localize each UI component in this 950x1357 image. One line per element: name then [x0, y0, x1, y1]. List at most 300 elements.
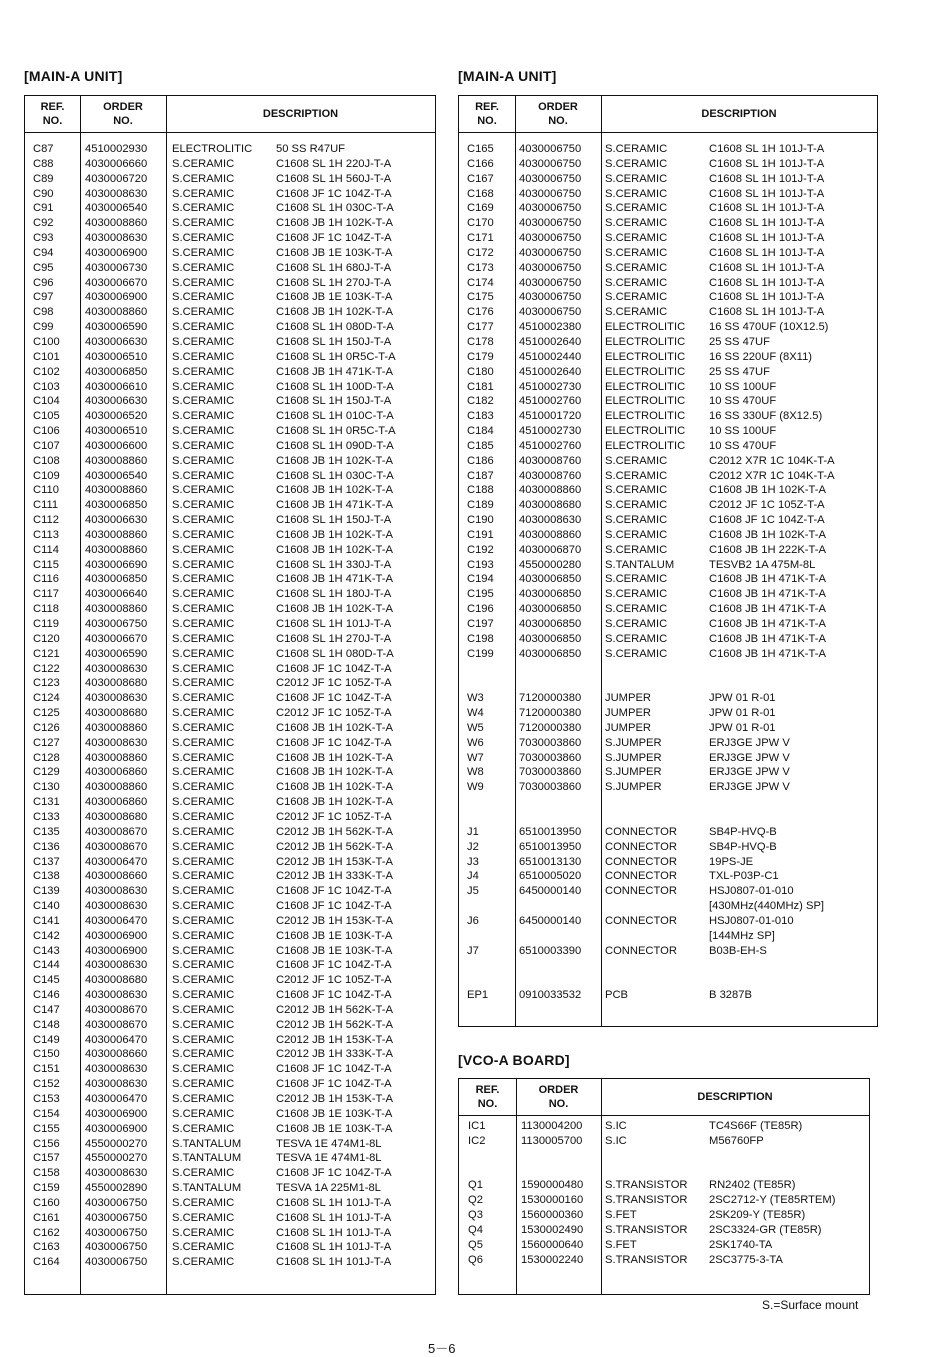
ref-no-cell: C111 — [33, 499, 59, 512]
table-row — [25, 662, 435, 677]
table-row — [459, 201, 877, 216]
type-cell: S.JUMPER — [605, 751, 662, 764]
ref-no-cell: C101 — [33, 350, 60, 363]
part-cell: C1608 SL 1H 101J-T-A — [276, 1196, 392, 1209]
type-cell: S.CERAMIC — [605, 143, 668, 155]
order-no-header: ORDER NO. — [538, 1084, 579, 1110]
order-no-cell: 4030008630 — [85, 959, 148, 972]
table-row — [459, 988, 877, 1003]
order-no-cell: 4030006730 — [85, 261, 148, 274]
part-cell: C2012 JF 1C 105Z-T-A — [276, 677, 392, 690]
table-row — [25, 721, 435, 736]
order-no-cell: 4030008630 — [85, 1078, 148, 1091]
table-row — [25, 1033, 435, 1048]
table-row — [25, 647, 435, 662]
type-cell: S.CERAMIC — [172, 632, 235, 645]
type-cell: PCB — [605, 989, 629, 1002]
table-row — [459, 1253, 869, 1268]
type-cell: S.CERAMIC — [172, 425, 235, 438]
part-cell: C2012 X7R 1C 104K-T-A — [709, 469, 835, 482]
order-no-cell: 4510002930 — [85, 143, 148, 155]
order-no-cell: 4030008660 — [85, 1048, 148, 1061]
ref-no-cell: C121 — [33, 647, 60, 660]
table-row — [25, 691, 435, 706]
ref-no-cell: C102 — [33, 365, 60, 378]
type-cell: S.CERAMIC — [605, 187, 668, 200]
order-no-cell: 4030006690 — [85, 558, 148, 571]
table-row — [25, 1077, 435, 1092]
part-cell: C1608 JB 1H 471K-T-A — [276, 365, 393, 378]
table-row — [459, 1238, 869, 1253]
order-no-cell: 4030006850 — [519, 618, 582, 630]
vco-board-heading: [VCO-A BOARD] — [458, 1052, 570, 1068]
part-cell: C1608 SL 1H 101J-T-A — [709, 232, 825, 245]
table-row — [459, 365, 877, 380]
type-cell: S.CERAMIC — [172, 306, 235, 319]
table-row — [459, 602, 877, 617]
part-cell: C2012 JB 1H 562K-T-A — [276, 1018, 393, 1031]
ref-no-cell: C93 — [33, 232, 54, 245]
type-cell: S.CERAMIC — [605, 484, 668, 497]
part-cell: C1608 SL 1H 101J-T-A — [276, 1256, 392, 1269]
type-cell: S.CERAMIC — [172, 365, 235, 378]
type-cell: S.CERAMIC — [172, 410, 235, 423]
order-no-cell: 4030006900 — [85, 1107, 148, 1120]
part-cell: C1608 SL 1H 680J-T-A — [276, 261, 392, 274]
type-cell: S.CERAMIC — [172, 246, 235, 259]
type-cell: S.CERAMIC — [172, 1241, 235, 1254]
order-no-cell: 4030006750 — [519, 246, 582, 259]
table-row — [25, 1107, 435, 1122]
type-cell: CONNECTOR — [605, 914, 677, 927]
order-no-cell: 4510002760 — [519, 395, 582, 408]
order-no-cell: 4510002440 — [519, 350, 582, 363]
table-row — [25, 469, 435, 484]
part-cell: C1608 SL 1H 010C-T-A — [276, 410, 394, 423]
order-no-cell: 7120000380 — [519, 721, 582, 734]
table-row — [25, 172, 435, 187]
part-cell: TESVA 1A 225M1-8L — [276, 1182, 381, 1195]
table-row — [25, 929, 435, 944]
part-cell: 10 SS 470UF — [709, 395, 777, 408]
type-cell: S.CERAMIC — [172, 1093, 235, 1105]
order-no-cell: 4030006750 — [519, 276, 582, 289]
table-row — [459, 706, 877, 721]
table-row — [25, 231, 435, 246]
ref-no-cell: C94 — [33, 246, 54, 259]
order-no-cell: 4030006470 — [85, 1033, 148, 1046]
order-no-cell: 4030006750 — [85, 1211, 148, 1224]
part-cell: TESVB2 1A 475M-8L — [709, 558, 816, 571]
table-row — [25, 765, 435, 780]
type-cell: S.CERAMIC — [605, 246, 668, 259]
table-row — [459, 305, 877, 320]
type-cell: ELECTROLITIC — [605, 410, 686, 423]
part-cell: C1608 JB 1H 102K-T-A — [276, 528, 393, 541]
ref-no-cell: Q2 — [468, 1194, 483, 1207]
order-no-cell: 4030008860 — [85, 721, 148, 734]
table-row — [459, 825, 877, 840]
table-row — [459, 350, 877, 365]
table-row — [459, 1119, 869, 1134]
order-no-cell: 4030008860 — [85, 781, 148, 794]
ref-no-header: REF. NO. — [40, 101, 65, 127]
part-cell: 19PS-JE — [709, 855, 754, 868]
part-cell: C1608 SL 1H 030C-T-A — [276, 202, 394, 215]
part-cell: SB4P-HVQ-B — [709, 840, 777, 853]
surface-mount-footnote: S.=Surface mount — [762, 1298, 859, 1312]
part-cell: JPW 01 R-01 — [709, 707, 776, 720]
ref-no-cell: C193 — [467, 558, 494, 571]
table-row — [459, 172, 877, 187]
ref-no-cell: C141 — [33, 914, 60, 927]
part-cell: C1608 SL 1H 270J-T-A — [276, 632, 392, 645]
type-cell: S.CERAMIC — [172, 335, 235, 348]
part-cell: ERJ3GE JPW V — [709, 751, 790, 764]
table-row — [25, 187, 435, 202]
part-cell: C2012 JB 1H 153K-T-A — [276, 1093, 393, 1105]
type-cell: S.TANTALUM — [172, 1137, 242, 1150]
table-row — [25, 409, 435, 424]
order-no-cell: 4550000270 — [85, 1152, 148, 1165]
ref-no-cell: C190 — [467, 514, 494, 527]
part-cell: 2SK1740-TA — [709, 1238, 773, 1251]
order-no-cell: 4030006850 — [519, 588, 582, 601]
table-row — [25, 1062, 435, 1077]
order-no-cell: 4030008670 — [85, 825, 148, 838]
ref-no-cell: C133 — [33, 810, 60, 823]
part-cell: C2012 JF 1C 105Z-T-A — [709, 499, 825, 512]
ref-no-cell: C139 — [33, 885, 60, 898]
ref-no-cell: C99 — [33, 321, 54, 334]
order-no-cell: 4030008860 — [85, 528, 148, 541]
part-cell: 2SC3775-3-TA — [709, 1253, 783, 1266]
type-cell: S.TRANSISTOR — [605, 1179, 688, 1192]
table-row — [459, 1149, 869, 1164]
table-row — [25, 1196, 435, 1211]
order-no-cell: 4030006860 — [85, 766, 148, 779]
type-cell: ELECTROLITIC — [605, 425, 686, 438]
type-cell: S.CERAMIC — [172, 855, 235, 868]
part-cell: C1608 JF 1C 104Z-T-A — [709, 514, 825, 527]
part-cell: ERJ3GE JPW V — [709, 736, 790, 749]
table-row — [25, 617, 435, 632]
part-cell: C1608 SL 1H 101J-T-A — [709, 202, 825, 215]
table-row — [459, 320, 877, 335]
type-cell: S.TANTALUM — [172, 1152, 242, 1165]
part-cell: 2SC2712-Y (TE85RTEM) — [709, 1194, 836, 1207]
type-cell: S.CERAMIC — [172, 603, 235, 616]
type-cell: S.CERAMIC — [172, 900, 235, 913]
order-no-cell: 4030008670 — [85, 1003, 148, 1016]
order-no-cell: 4030006470 — [85, 1093, 148, 1105]
part-cell: TXL-P03P-C1 — [709, 870, 779, 883]
ref-no-cell: W8 — [467, 766, 484, 779]
table-row — [25, 869, 435, 884]
ref-no-cell: C136 — [33, 840, 60, 853]
table-row — [459, 394, 877, 409]
table-row — [459, 899, 877, 914]
ref-no-cell: Q6 — [468, 1253, 483, 1266]
ref-no-cell: EP1 — [467, 989, 489, 1002]
type-cell: S.CERAMIC — [605, 543, 668, 556]
order-no-header: ORDER NO. — [538, 101, 578, 127]
ref-no-cell: C114 — [33, 543, 59, 556]
ref-no-cell: C165 — [467, 143, 494, 155]
type-cell: S.CERAMIC — [172, 810, 235, 823]
table-row — [459, 691, 877, 706]
ref-no-cell: C144 — [33, 959, 60, 972]
ref-no-cell: C143 — [33, 944, 60, 957]
ref-no-cell: C156 — [33, 1137, 60, 1150]
type-cell: ELECTROLITIC — [605, 439, 686, 452]
table-row — [25, 736, 435, 751]
left-unit-heading: [MAIN-A UNIT] — [24, 68, 123, 84]
order-no-cell: 4510002380 — [519, 321, 582, 334]
ref-no-cell: J7 — [467, 944, 479, 957]
ref-no-cell: C124 — [33, 692, 60, 705]
table-row — [25, 201, 435, 216]
table-row — [459, 498, 877, 513]
type-cell: S.CERAMIC — [605, 291, 668, 304]
table-row — [25, 350, 435, 365]
table-row — [25, 142, 435, 157]
order-no-cell: 7030003860 — [519, 736, 582, 749]
table-header — [25, 96, 435, 133]
order-no-cell: 6510013950 — [519, 825, 582, 838]
table-row — [459, 246, 877, 261]
order-no-cell: 4550000280 — [519, 558, 582, 571]
order-no-cell: 4030008630 — [85, 736, 148, 749]
type-cell: S.CERAMIC — [172, 291, 235, 304]
ref-no-cell: C188 — [467, 484, 494, 497]
type-cell: S.CERAMIC — [605, 499, 668, 512]
order-no-cell: 1560000640 — [521, 1238, 584, 1251]
type-cell: S.CERAMIC — [172, 974, 235, 987]
order-no-cell: 6510013130 — [519, 855, 582, 868]
table-row — [25, 602, 435, 617]
part-cell: C2012 JF 1C 105Z-T-A — [276, 974, 392, 987]
table-row — [25, 483, 435, 498]
ref-no-cell: C158 — [33, 1167, 60, 1180]
part-cell: C2012 JB 1H 562K-T-A — [276, 840, 393, 853]
order-no-cell: 1130005700 — [521, 1134, 583, 1147]
ref-no-cell: C142 — [33, 929, 60, 942]
order-no-cell: 4030008630 — [85, 187, 148, 200]
type-cell: S.CERAMIC — [172, 1107, 235, 1120]
parts-list — [459, 1119, 869, 1267]
ref-no-cell: W6 — [467, 736, 484, 749]
part-cell: C1608 SL 1H 101J-T-A — [276, 1226, 392, 1239]
ref-no-cell: C155 — [33, 1122, 60, 1135]
order-no-cell: 4030008860 — [85, 454, 148, 467]
order-no-cell: 4550002890 — [85, 1182, 148, 1195]
ref-no-cell: W4 — [467, 707, 484, 720]
ref-no-header: REF. NO. — [475, 101, 499, 127]
ref-no-cell: C166 — [467, 157, 494, 170]
ref-no-cell: C195 — [467, 588, 494, 601]
part-cell: C1608 JF 1C 104Z-T-A — [276, 959, 392, 972]
order-no-cell: 4030008630 — [85, 232, 148, 245]
part-cell: C1608 JB 1H 102K-T-A — [276, 766, 393, 779]
type-cell: CONNECTOR — [605, 825, 677, 838]
table-row — [459, 840, 877, 855]
type-cell: S.CERAMIC — [605, 217, 668, 230]
ref-no-cell: C96 — [33, 276, 54, 289]
part-cell: JPW 01 R-01 — [709, 721, 776, 734]
table-row — [25, 320, 435, 335]
ref-no-cell: C92 — [33, 217, 54, 230]
type-cell: S.CERAMIC — [172, 380, 235, 393]
ref-no-cell: C128 — [33, 751, 60, 764]
part-cell: C1608 JB 1H 471K-T-A — [709, 618, 826, 630]
type-cell: S.CERAMIC — [605, 618, 668, 630]
type-cell: S.JUMPER — [605, 766, 662, 779]
type-cell: S.CERAMIC — [172, 217, 235, 230]
order-no-cell: 4030006750 — [85, 1226, 148, 1239]
table-row — [25, 958, 435, 973]
ref-no-cell: J3 — [467, 855, 479, 868]
ref-no-cell: IC1 — [468, 1120, 486, 1132]
table-row — [25, 246, 435, 261]
table-row — [25, 944, 435, 959]
order-no-cell: 4030008760 — [519, 469, 582, 482]
table-row — [25, 1255, 435, 1270]
table-row — [459, 216, 877, 231]
type-cell: S.CERAMIC — [172, 261, 235, 274]
type-cell: S.CERAMIC — [605, 276, 668, 289]
ref-no-cell: C115 — [33, 558, 59, 571]
part-cell: SB4P-HVQ-B — [709, 825, 777, 838]
type-cell: S.TRANSISTOR — [605, 1223, 688, 1236]
ref-no-cell: C110 — [33, 484, 59, 497]
ref-no-cell: C196 — [467, 603, 494, 616]
order-no-cell: 4030008860 — [85, 306, 148, 319]
type-cell: S.CERAMIC — [172, 929, 235, 942]
table-row — [25, 1166, 435, 1181]
part-cell: C1608 JF 1C 104Z-T-A — [276, 187, 392, 200]
order-no-cell: 4030006750 — [85, 1196, 148, 1209]
part-cell: C1608 SL 1H 0R5C-T-A — [276, 425, 396, 438]
type-cell: S.CERAMIC — [172, 573, 235, 586]
table-row — [459, 914, 877, 929]
table-row — [459, 795, 877, 810]
ref-no-cell: C118 — [33, 603, 59, 616]
part-cell: C1608 SL 1H 080D-T-A — [276, 321, 394, 334]
part-cell: C1608 JB 1H 102K-T-A — [276, 454, 393, 467]
order-no-cell: 4030006750 — [519, 202, 582, 215]
order-no-cell: 6510003390 — [519, 944, 582, 957]
order-no-cell: 4510002760 — [519, 439, 582, 452]
type-cell: S.CERAMIC — [172, 1003, 235, 1016]
order-no-cell: 4030008860 — [85, 217, 148, 230]
order-no-cell: 4030006590 — [85, 321, 148, 334]
part-cell: C1608 SL 1H 220J-T-A — [276, 157, 392, 170]
table-row — [459, 765, 877, 780]
type-cell: S.JUMPER — [605, 781, 662, 794]
table-row — [25, 261, 435, 276]
order-no-cell: 1530002240 — [521, 1253, 584, 1266]
part-cell: C2012 JB 1H 153K-T-A — [276, 1033, 393, 1046]
table-row — [459, 736, 877, 751]
type-cell: S.CERAMIC — [172, 618, 235, 630]
part-cell: RN2402 (TE85R) — [709, 1179, 796, 1192]
type-cell: S.CERAMIC — [172, 1048, 235, 1061]
part-cell: C2012 JF 1C 105Z-T-A — [276, 810, 392, 823]
part-cell: C1608 SL 1H 101J-T-A — [709, 276, 825, 289]
ref-no-cell: C162 — [33, 1226, 60, 1239]
type-cell: S.JUMPER — [605, 736, 662, 749]
type-cell: S.CERAMIC — [172, 588, 235, 601]
ref-no-cell: C175 — [467, 291, 494, 304]
type-cell: S.CERAMIC — [172, 528, 235, 541]
ref-no-cell: C194 — [467, 573, 494, 586]
ref-no-cell: IC2 — [468, 1134, 486, 1147]
type-cell: S.FET — [605, 1209, 637, 1222]
table-row — [459, 632, 877, 647]
table-row — [25, 498, 435, 513]
ref-no-cell: C146 — [33, 989, 60, 1002]
type-cell: S.CERAMIC — [172, 959, 235, 972]
order-no-cell: 1530002490 — [521, 1223, 584, 1236]
part-cell: C1608 SL 1H 101J-T-A — [276, 1211, 392, 1224]
table-row — [25, 676, 435, 691]
table-row — [25, 572, 435, 587]
ref-no-cell: C187 — [467, 469, 494, 482]
part-cell: C1608 JF 1C 104Z-T-A — [276, 989, 392, 1002]
part-cell: C1608 JB 1H 471K-T-A — [276, 499, 393, 512]
type-cell: S.CERAMIC — [605, 603, 668, 616]
ref-no-cell: C199 — [467, 647, 494, 660]
order-no-cell: 0910033532 — [519, 989, 582, 1002]
ref-no-cell: C172 — [467, 246, 494, 259]
type-cell: S.CERAMIC — [172, 499, 235, 512]
ref-no-cell: C173 — [467, 261, 494, 274]
order-no-cell: 4030006870 — [519, 543, 582, 556]
ref-no-cell: C104 — [33, 395, 60, 408]
ref-no-cell: C97 — [33, 291, 54, 304]
table-row — [25, 439, 435, 454]
ref-no-cell: J5 — [467, 885, 479, 898]
part-cell: 2SC3324-GR (TE85R) — [709, 1223, 822, 1236]
page-number: 5－6 — [428, 1341, 456, 1356]
order-no-cell: 4030008630 — [85, 885, 148, 898]
order-no-cell: 4030006900 — [85, 246, 148, 259]
table-row — [25, 1018, 435, 1033]
type-cell: S.CERAMIC — [172, 439, 235, 452]
table-row — [459, 958, 877, 973]
type-cell: S.CERAMIC — [172, 751, 235, 764]
type-cell: S.CERAMIC — [172, 870, 235, 883]
part-cell: C2012 JB 1H 333K-T-A — [276, 870, 393, 883]
ref-no-cell: C154 — [33, 1107, 60, 1120]
ref-no-cell: C178 — [467, 335, 494, 348]
order-no-cell: 4030006660 — [85, 157, 148, 170]
type-cell: S.CERAMIC — [172, 677, 235, 690]
table-row — [25, 528, 435, 543]
type-cell: S.TRANSISTOR — [605, 1194, 688, 1207]
table-row — [25, 884, 435, 899]
order-no-cell: 4030008860 — [519, 528, 582, 541]
part-cell: C1608 JB 1H 102K-T-A — [276, 217, 393, 230]
table-row — [25, 1240, 435, 1255]
ref-no-cell: C89 — [33, 172, 54, 185]
order-no-cell: 4030008670 — [85, 1018, 148, 1031]
ref-no-cell: C147 — [33, 1003, 60, 1016]
order-no-cell: 4030006670 — [85, 632, 148, 645]
type-cell: S.CERAMIC — [172, 781, 235, 794]
part-cell: [430MHz(440MHz) SP] — [709, 900, 825, 913]
